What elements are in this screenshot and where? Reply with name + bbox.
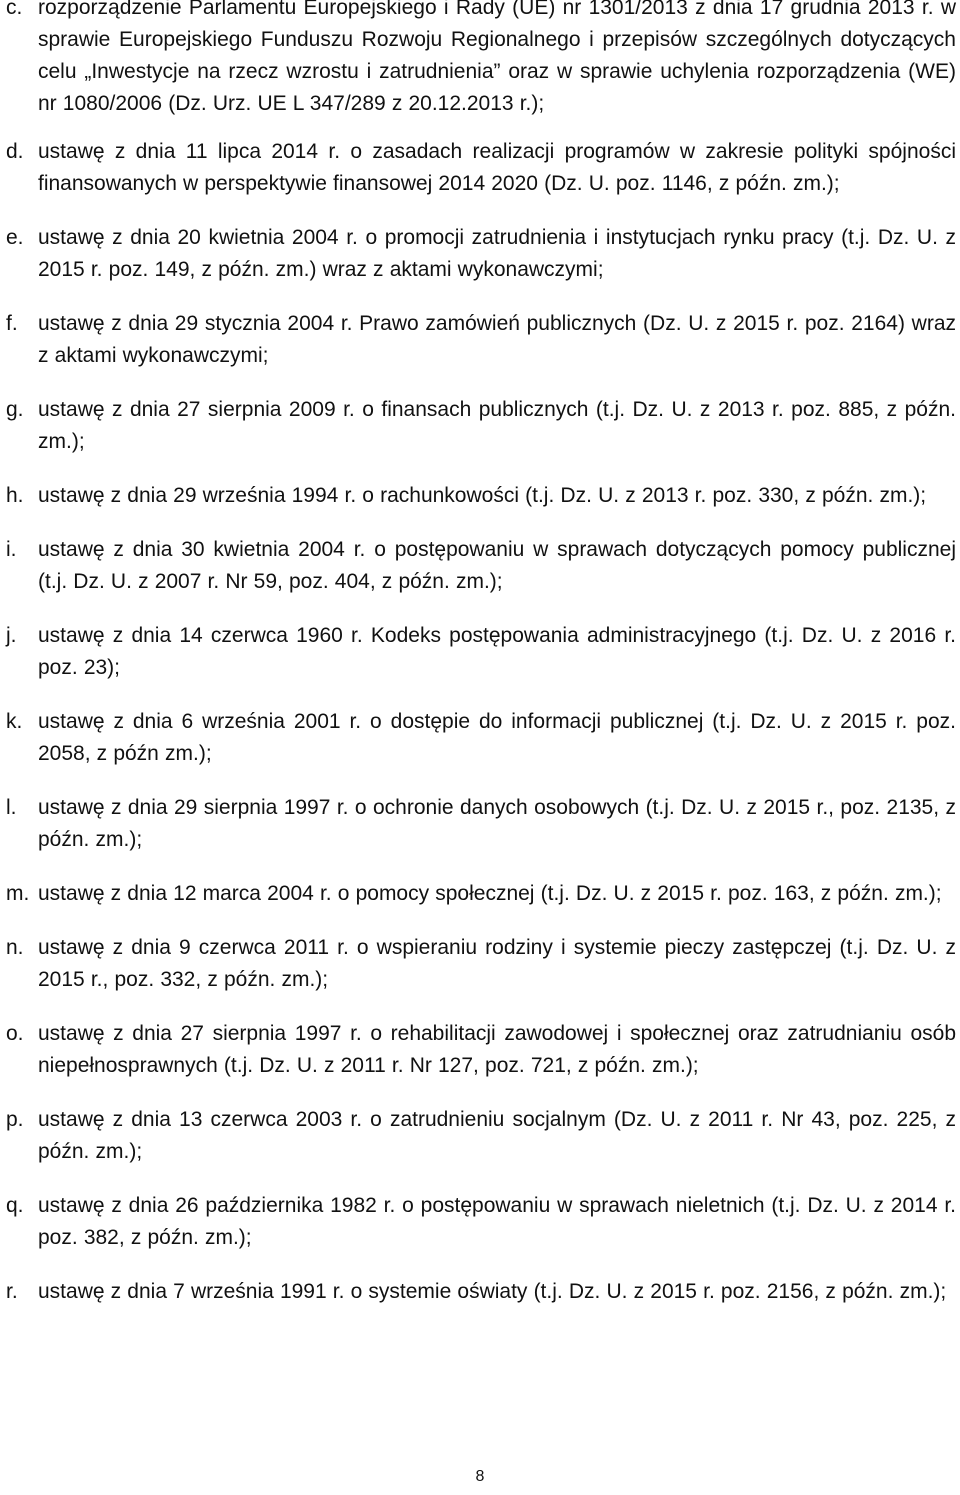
- list-marker: m.: [6, 882, 30, 905]
- list-item-o: [6, 1018, 956, 1082]
- list-item-q: [6, 1190, 956, 1254]
- list-item-text: ustawę z dnia 7 września 1991 r. o systemie oświaty (t.j. Dz. U. z 2015 r. poz. 2156, z późn. zm.);: [38, 1280, 947, 1303]
- list-item-j: [6, 620, 956, 684]
- list-item-g: [6, 394, 956, 458]
- list-item-r: [6, 1276, 956, 1308]
- list-item-text: ustawę z dnia 9 czerwca 2011 r. o wspieraniu rodziny i systemie pieczy zastępczej (t.j. Dz. U. z 2015 r., poz. 332, z późn. zm.);: [38, 936, 956, 991]
- list-marker: n.: [6, 936, 24, 959]
- list-item-d: [6, 136, 956, 200]
- list-item-c: [6, 0, 956, 120]
- list-item-text: ustawę z dnia 26 października 1982 r. o postępowaniu w sprawach nieletnich (t.j. Dz. U. z 2014 r. poz. 382, z późn. zm.);: [38, 1194, 956, 1249]
- list-marker: j.: [6, 624, 17, 647]
- list-item-text: ustawę z dnia 27 sierpnia 2009 r. o finansach publicznych (t.j. Dz. U. z 2013 r. poz. 885, z późn. zm.);: [38, 398, 956, 453]
- list-marker: e.: [6, 226, 24, 249]
- list-marker: k.: [6, 710, 23, 733]
- list-marker: l.: [6, 796, 17, 819]
- list-marker: f.: [6, 312, 18, 335]
- list-item-text: rozporządzenie Parlamentu Europejskiego i Rady (UE) nr 1301/2013 z dnia 17 grudnia 2013 r. w sprawie Europejskiego Funduszu Rozwoju Regionalnego i przepisów szczególnych dotyczących celu „Inwestycje na rzecz wzrostu i zatrudnienia” oraz w sprawie uchylenia rozporządzenia (WE) nr 1080/2006 (Dz. Urz. UE L 347/289 z 20.12.2013 r.);: [38, 0, 956, 115]
- list-item-text: ustawę z dnia 11 lipca 2014 r. o zasadach realizacji programów w zakresie polityki spójności finansowanych w perspektywie finansowej 2014 2020 (Dz. U. poz. 1146, z późn. zm.);: [38, 140, 956, 195]
- list-item-text: ustawę z dnia 14 czerwca 1960 r. Kodeks postępowania administracyjnego (t.j. Dz. U. z 2016 r. poz. 23);: [38, 624, 956, 679]
- list-item-text: ustawę z dnia 29 września 1994 r. o rachunkowości (t.j. Dz. U. z 2013 r. poz. 330, z późn. zm.);: [38, 484, 927, 507]
- list-item-m: [6, 878, 956, 910]
- list-item-text: ustawę z dnia 13 czerwca 2003 r. o zatrudnieniu socjalnym (Dz. U. z 2011 r. Nr 43, poz. 225, z późn. zm.);: [38, 1108, 956, 1163]
- list-marker: c.: [6, 0, 23, 19]
- list-item-e: [6, 222, 956, 286]
- list-item-h: [6, 480, 956, 512]
- list-item-text: ustawę z dnia 6 września 2001 r. o dostępie do informacji publicznej (t.j. Dz. U. z 2015 r. poz. 2058, z późn zm.);: [38, 710, 956, 765]
- list-marker: p.: [6, 1108, 24, 1131]
- list-item-n: [6, 932, 956, 996]
- list-marker: r.: [6, 1280, 18, 1303]
- list-marker: d.: [6, 140, 24, 163]
- list-item-i: [6, 534, 956, 598]
- list-marker: h.: [6, 484, 24, 507]
- list-marker: o.: [6, 1022, 24, 1045]
- list-item-text: ustawę z dnia 20 kwietnia 2004 r. o promocji zatrudnienia i instytucjach rynku pracy (t.j. Dz. U. z 2015 r. poz. 149, z późn. zm.) wraz z aktami wykonawczymi;: [38, 226, 956, 281]
- list-item-text: ustawę z dnia 12 marca 2004 r. o pomocy społecznej (t.j. Dz. U. z 2015 r. poz. 163, z późn. zm.);: [38, 882, 942, 905]
- list-marker: q.: [6, 1194, 24, 1217]
- list-item-k: [6, 706, 956, 770]
- list-item-f: [6, 308, 956, 372]
- page-number: 8: [475, 1468, 485, 1485]
- list-item-p: [6, 1104, 956, 1168]
- list-item-text: ustawę z dnia 30 kwietnia 2004 r. o postępowaniu w sprawach dotyczących pomocy publicznej (t.j. Dz. U. z 2007 r. Nr 59, poz. 404, z późn. zm.);: [38, 538, 956, 593]
- list-marker: g.: [6, 398, 24, 421]
- list-item-text: ustawę z dnia 27 sierpnia 1997 r. o rehabilitacji zawodowej i społecznej oraz zatrudnianiu osób niepełnosprawnych (t.j. Dz. U. z 2011 r. Nr 127, poz. 721, z późn. zm.);: [38, 1022, 956, 1077]
- list-item-text: ustawę z dnia 29 stycznia 2004 r. Prawo zamówień publicznych (Dz. U. z 2015 r. poz. 2164) wraz z aktami wykonawczymi;: [38, 312, 956, 367]
- list-item-l: [6, 792, 956, 856]
- list-marker: i.: [6, 538, 17, 561]
- list-item-text: ustawę z dnia 29 sierpnia 1997 r. o ochronie danych osobowych (t.j. Dz. U. z 2015 r., poz. 2135, z późn. zm.);: [38, 796, 956, 851]
- legal-acts-list: [6, 0, 956, 1330]
